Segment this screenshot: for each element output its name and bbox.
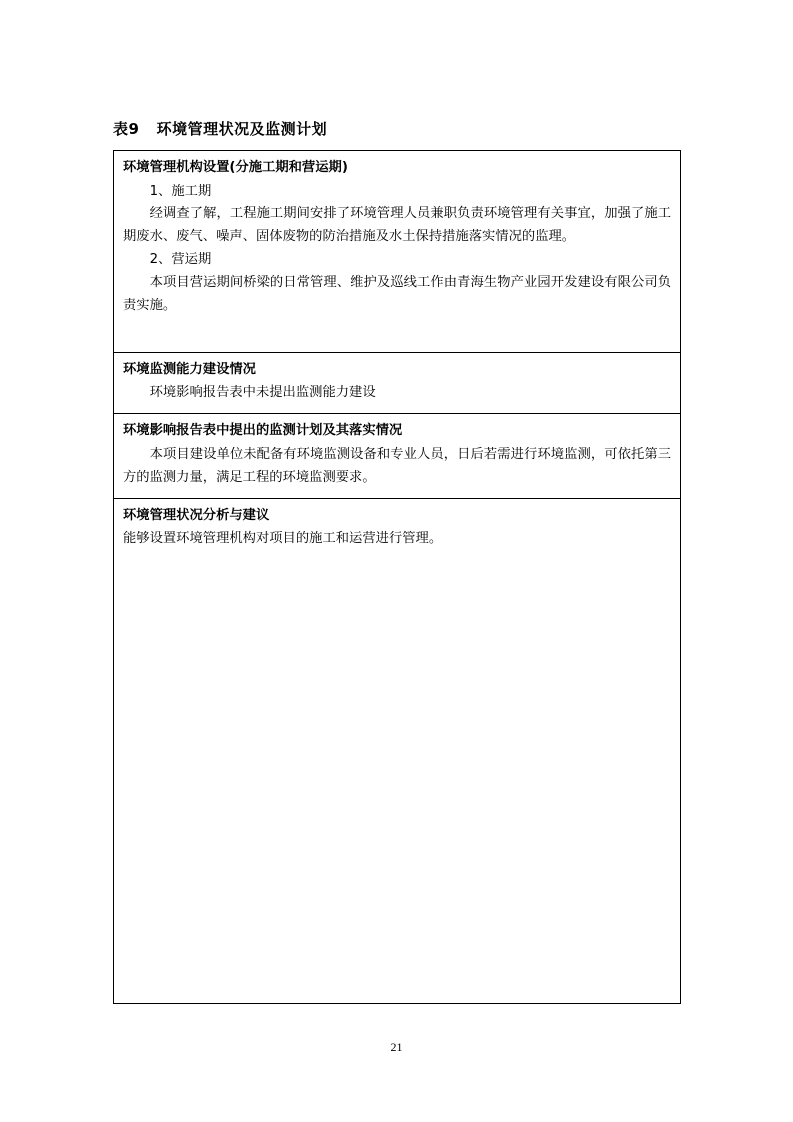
page-title: 表9 环境管理状况及监测计划: [113, 120, 328, 138]
section-heading: 环境监测能力建设情况: [123, 361, 256, 377]
document-content: [113, 118, 681, 1004]
section-heading: 环境管理机构设置(分施工期和营运期): [123, 160, 348, 175]
section-paragraph: 能够设置环境管理机构对项目的施工和运营进行管理。: [123, 531, 443, 547]
section-paragraph: 本项目建设单位未配备有环境监测设备和专业人员，日后若需进行环境监测，可依托第三方的监测力量，满足工程的环境监测要求。: [123, 446, 671, 485]
section-paragraph: 环境影响报告表中未提出监测能力建设: [149, 385, 376, 401]
section-heading: 环境影响报告表中提出的监测计划及其落实情况: [123, 423, 403, 439]
section-paragraph: 经调查了解，工程施工期间安排了环境管理人员兼职负责环境管理有关事宜，加强了施工期废水、废气、噪声、固体废物的防治措施及水土保持措施落实情况的监理。: [123, 206, 671, 245]
section-cell-monitoring-capacity: [114, 352, 681, 413]
section-paragraph: 1、施工期: [149, 183, 212, 199]
section-paragraph: 2、营运期: [149, 252, 212, 268]
table-row: [114, 151, 681, 353]
section-cell-analysis-suggestion: [114, 498, 681, 1003]
table-row: [114, 352, 681, 413]
table-row: [114, 414, 681, 498]
table-row: [114, 498, 681, 1003]
page-number: 21: [390, 1040, 403, 1054]
empty-space: [123, 551, 671, 1003]
section-heading: 环境管理状况分析与建议: [123, 507, 270, 523]
environment-management-table: [113, 150, 681, 1004]
section-cell-management-setup: [114, 151, 681, 353]
section-cell-monitoring-plan: [114, 414, 681, 498]
section-paragraph: 本项目营运期间桥梁的日常管理、维护及巡线工作由青海生物产业园开发建设有限公司负责实施。: [123, 275, 671, 313]
